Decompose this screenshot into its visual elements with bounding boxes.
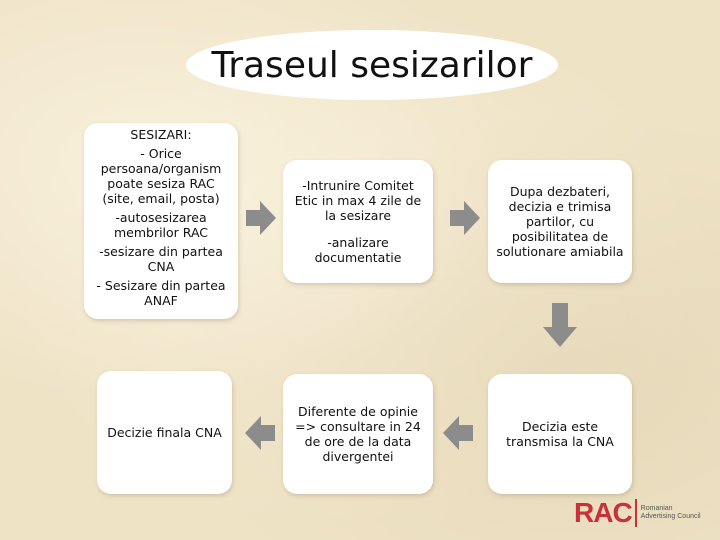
diferente-opinie-text: Diferente de opinie => consultare in 24 de ore de la data divergentei [295, 404, 421, 464]
sesizari-item: - Orice persoana/organism poate sesiza RAC (site, email, posta) [100, 146, 222, 206]
arrow-right-icon [450, 201, 480, 235]
title-oval [186, 30, 558, 100]
sesizari-item: - Sesizare din partea ANAF [96, 278, 226, 308]
arrow-left-icon [443, 416, 473, 450]
sesizari-item: -autosesizarea membrilor RAC [113, 210, 209, 240]
comitet-etic-line: -Intrunire Comitet Etic in max 4 zile de la sesizare [294, 178, 422, 223]
page-title: Traseul sesizarilor [211, 44, 533, 86]
decizie-cna-transmisa-box [488, 374, 632, 494]
sesizari-item: -sesizare din partea CNA [99, 244, 223, 274]
arrow-down-icon [543, 303, 577, 347]
logo-subtitle-line: Romanian [640, 505, 673, 512]
comitet-etic-line: -analizare documentatie [314, 235, 402, 265]
logo-mark: RAC [574, 497, 632, 528]
arrow-right-icon [246, 201, 276, 235]
decizie-finala-box [97, 371, 232, 494]
arrow-left-icon [245, 416, 275, 450]
diferente-opinie-box [283, 374, 433, 494]
sesizari-box [84, 123, 238, 319]
logo-subtitle [641, 505, 701, 521]
comitet-etic-box [283, 160, 433, 283]
logo-subtitle-line: Advertising Council [640, 513, 701, 520]
decizie-partilor-text: Dupa dezbateri, decizia e trimisa partilor, cu posibilitatea de solutionare amiabila [496, 184, 624, 259]
decizie-cna-transmisa-text: Decizia este transmisa la CNA [506, 419, 614, 449]
rac-logo [574, 497, 701, 529]
sesizari-heading: SESIZARI: [130, 127, 192, 142]
decizie-finala-text: Decizie finala CNA [107, 425, 222, 440]
logo-divider [635, 499, 637, 527]
decizie-partilor-box [488, 160, 632, 283]
